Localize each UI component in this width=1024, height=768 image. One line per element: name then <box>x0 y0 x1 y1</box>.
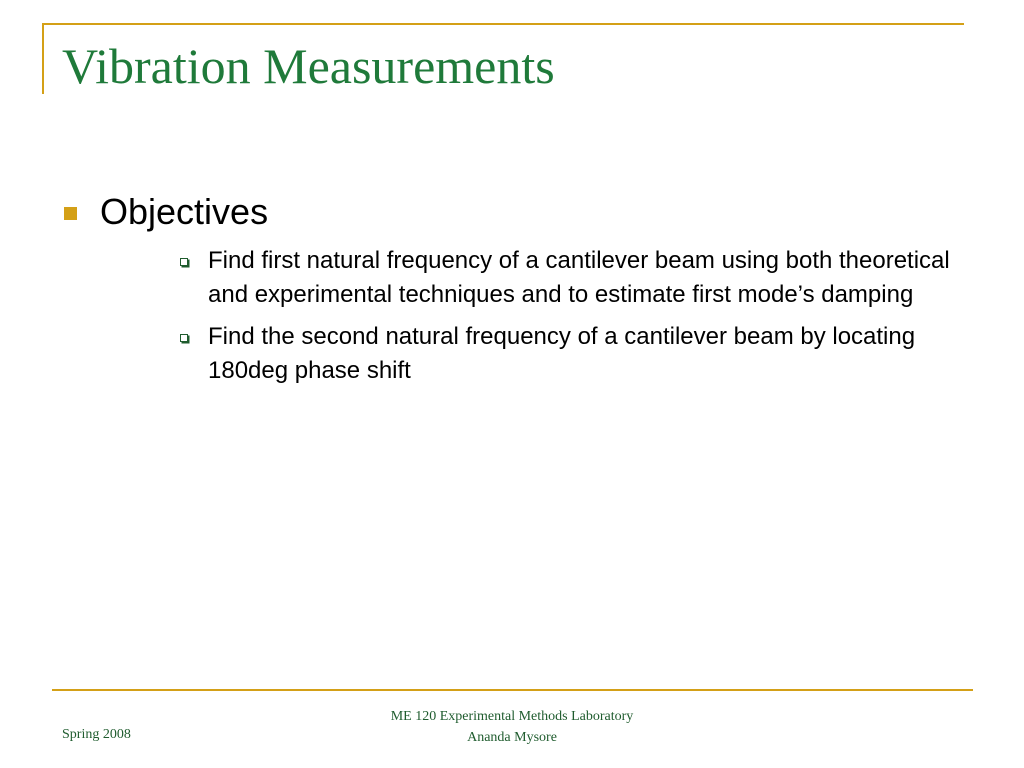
square-bullet-icon <box>64 207 77 220</box>
title-frame-top-rule <box>42 23 964 25</box>
footer-instructor: Ananda Mysore <box>467 730 557 745</box>
bullet-objectives <box>64 190 268 233</box>
checkbox-bullet-icon <box>180 258 188 266</box>
sub-bullet-1 <box>180 244 970 312</box>
footer-course-name: ME 120 Experimental Methods Laboratory <box>390 709 634 724</box>
sub-bullet-2-text: Find the second natural frequency of a cantilever beam by locating 180deg phase shift <box>208 323 916 384</box>
footer-course-info <box>362 706 662 748</box>
sub-bullet-1-text: Find first natural frequency of a cantilever beam using both theoretical and experimental techniques and to estimate first mode’s damping <box>208 247 950 308</box>
title-frame-left-rule <box>42 23 44 94</box>
footer-rule <box>52 689 973 691</box>
slide-title: Vibration Measurements <box>62 38 555 94</box>
checkbox-bullet-icon <box>180 334 188 342</box>
sub-bullet-2 <box>180 320 970 388</box>
objectives-sublist <box>180 244 970 396</box>
footer-date: Spring 2008 <box>62 727 131 742</box>
bullet-objectives-label: Objectives <box>100 191 269 232</box>
